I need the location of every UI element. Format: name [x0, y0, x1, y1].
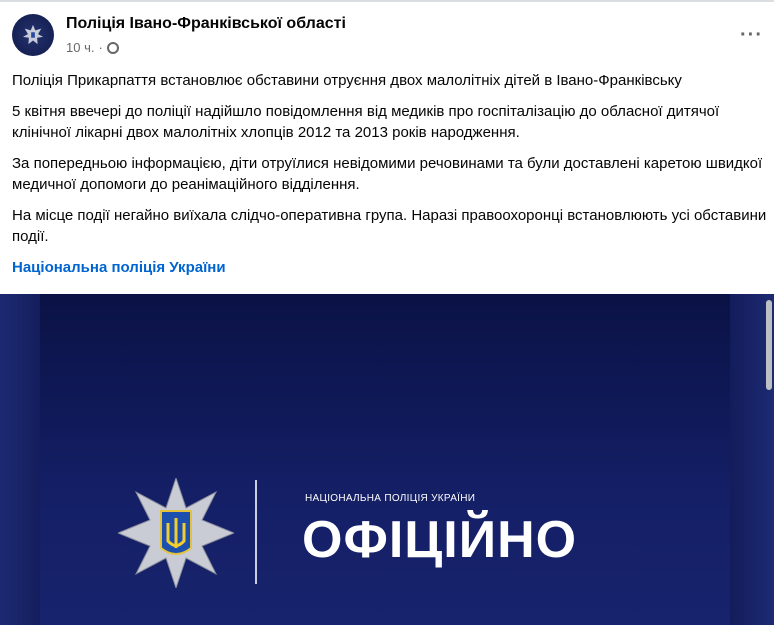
- meta-separator: ·: [98, 40, 103, 55]
- banner-divider: [255, 480, 257, 584]
- post-image[interactable]: [0, 294, 774, 625]
- post-paragraph: Поліція Прикарпаття встановлює обставини отруєння двох малолітніх дітей в Івано-Франківську: [12, 72, 682, 89]
- page-avatar[interactable]: [12, 14, 54, 56]
- post-meta: [66, 40, 119, 55]
- banner-title: ОФІЦІЙНО: [302, 511, 578, 569]
- post-time[interactable]: 10 ч.: [66, 40, 95, 55]
- page-name-link[interactable]: Поліція Івано-Франківської області: [66, 15, 346, 32]
- globe-icon: [107, 42, 119, 54]
- post-paragraph: За попередньою інформацією, діти отруїлися невідомими речовинами та були доставлені каретою швидкої медичної допомоги до реанімаційного відділення.: [12, 155, 763, 193]
- post-paragraph: На місце події негайно виїхала слідчо-оперативна група. Наразі правоохоронці встановлюють усі обставини події.: [12, 207, 767, 245]
- top-border: [0, 0, 774, 2]
- police-badge-icon: [118, 478, 234, 588]
- banner-subtitle: НАЦІОНАЛЬНА ПОЛІЦІЯ УКРАЇНИ: [305, 493, 476, 504]
- post-paragraph: 5 квітня ввечері до поліції надійшло повідомлення від медиків про госпіталізацію до обласної дитячої клінічної лікарні двох малолітніх хлопців 2012 та 2013 років народження.: [12, 103, 720, 141]
- hashtag-link[interactable]: Національна поліція України: [12, 259, 226, 276]
- scrollbar[interactable]: [766, 300, 772, 390]
- more-options-button[interactable]: ···: [740, 24, 763, 46]
- police-star-icon: [22, 24, 44, 46]
- post-body: [12, 70, 767, 278]
